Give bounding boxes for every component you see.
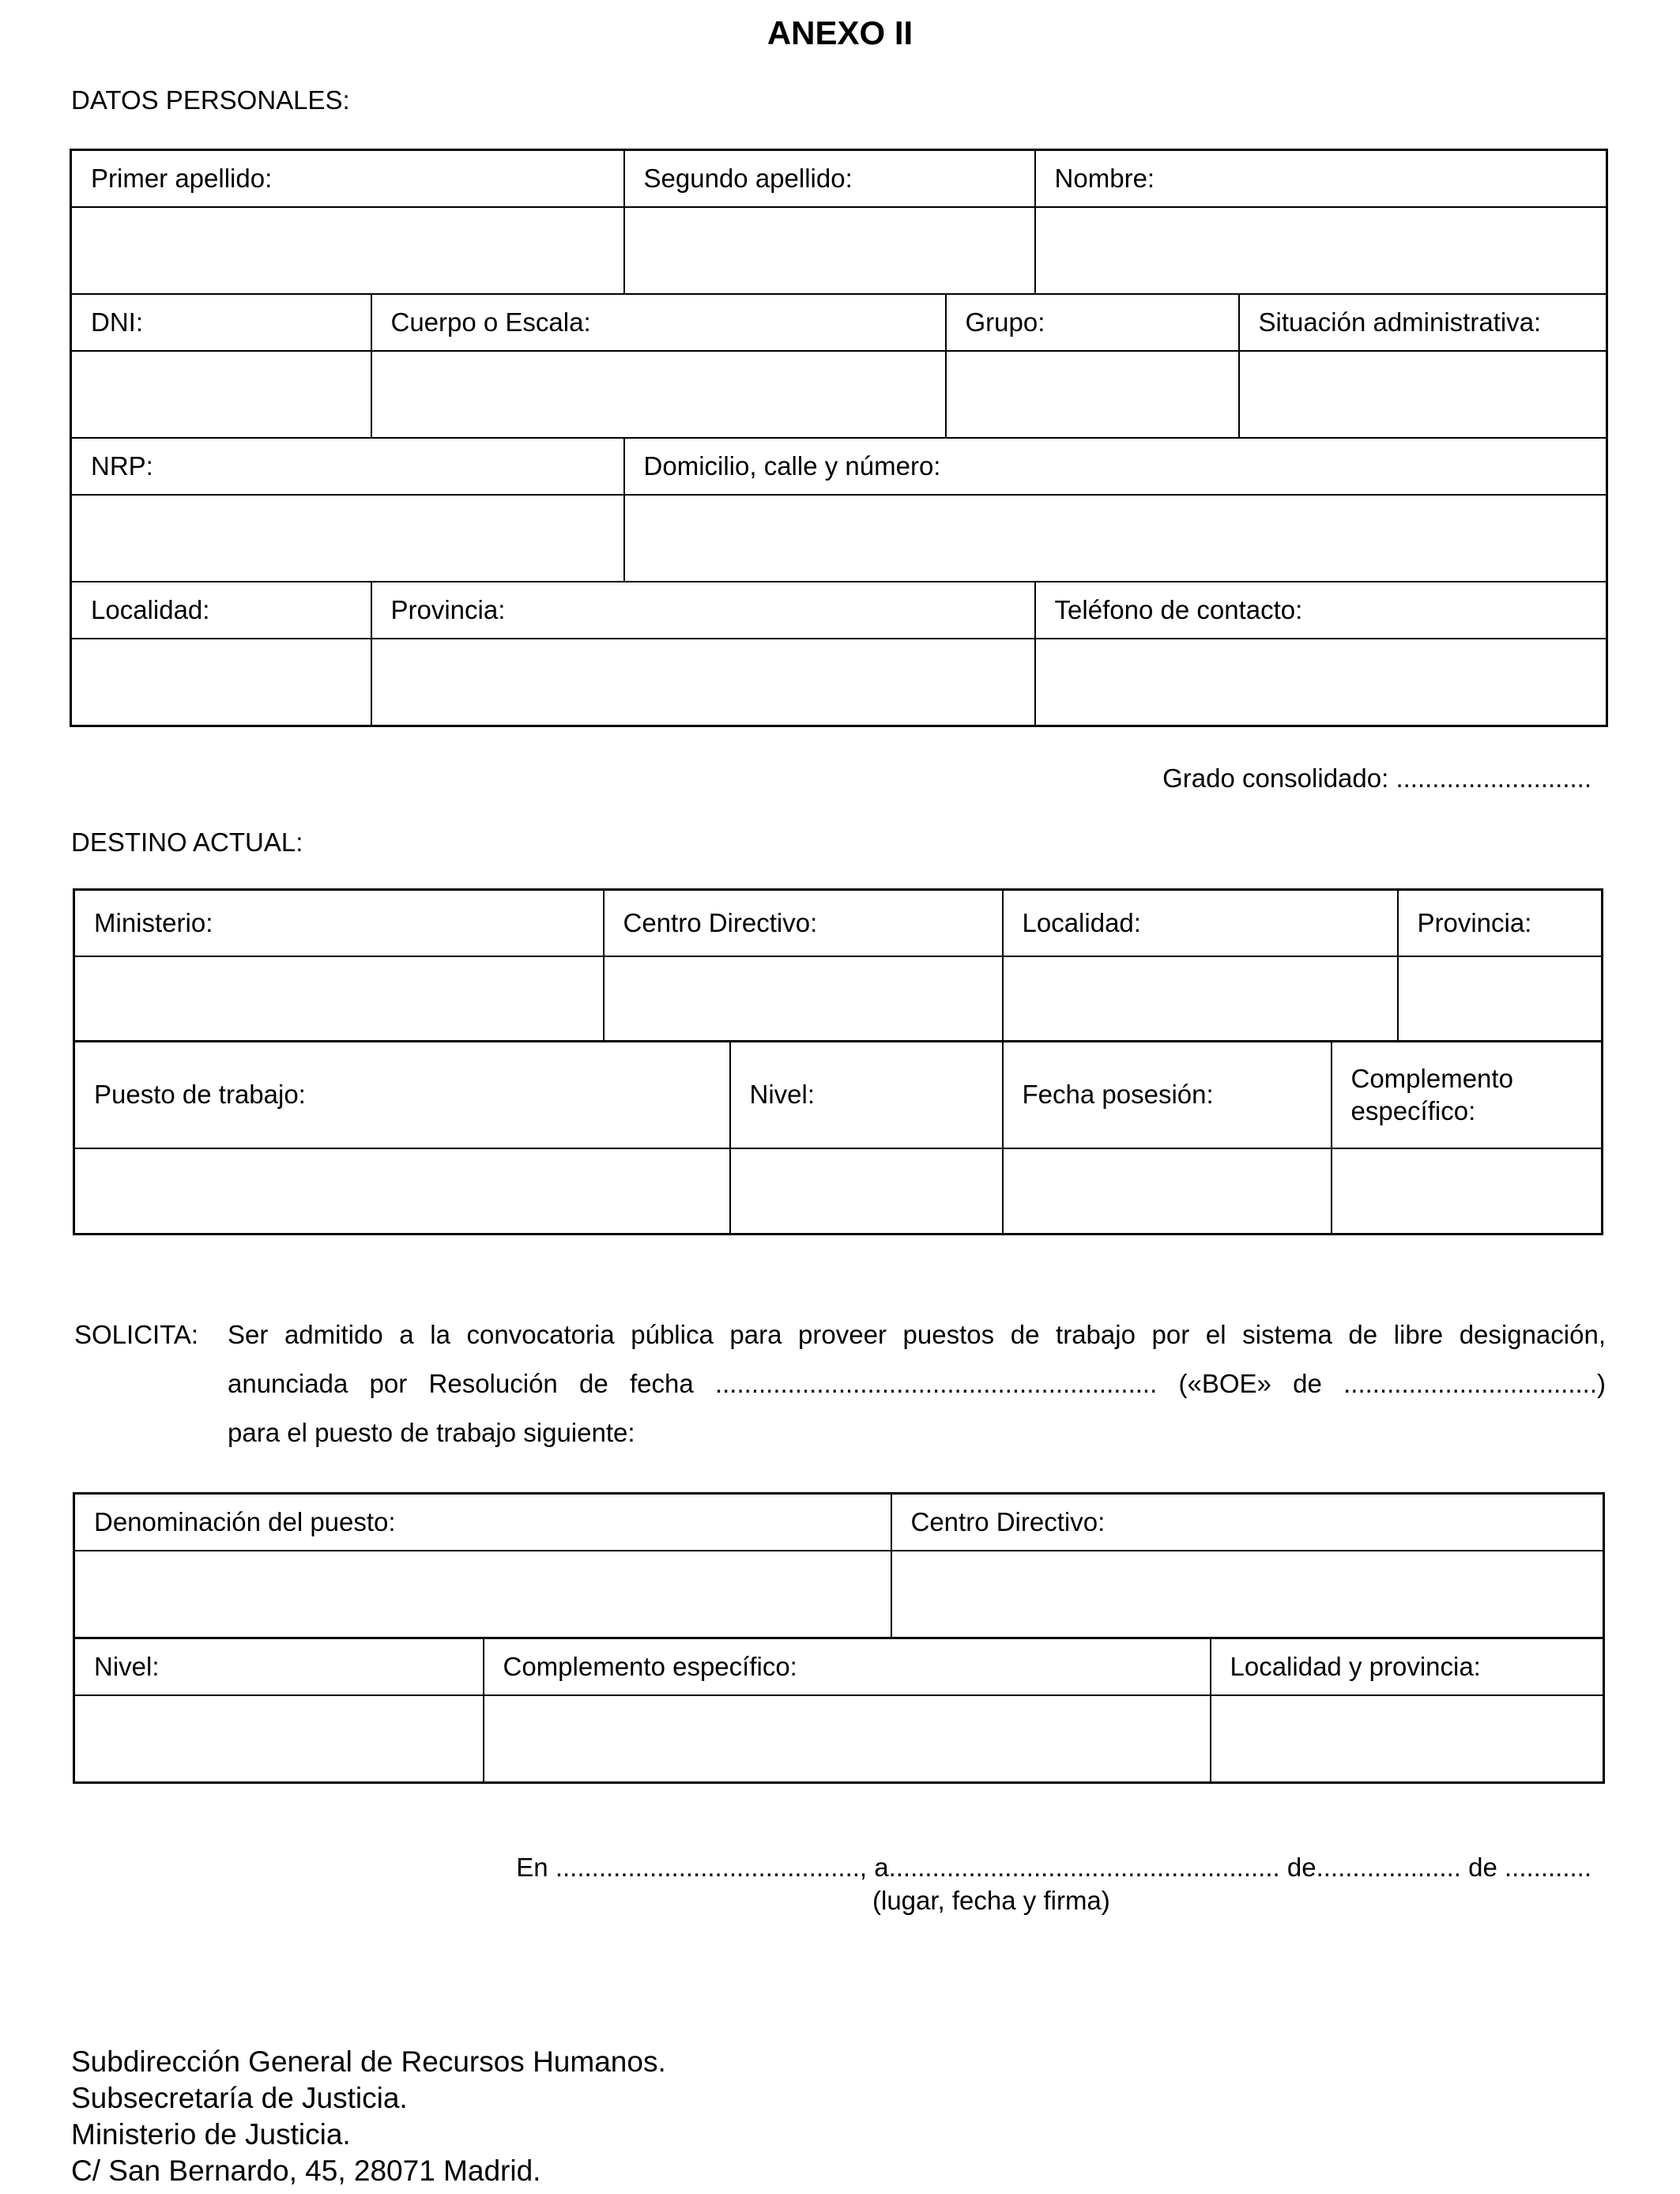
- grupo-label: Grupo:: [946, 294, 1239, 351]
- situacion-administrativa-field[interactable]: [1239, 351, 1607, 438]
- destino-nivel-label: Nivel:: [730, 1041, 1003, 1148]
- domicilio-label: Domicilio, calle y número:: [624, 438, 1607, 495]
- section-datos-personales: DATOS PERSONALES:: [71, 85, 350, 115]
- puesto-centro-directivo-field[interactable]: [891, 1551, 1604, 1638]
- primer-apellido-label: Primer apellido:: [71, 150, 624, 208]
- destino-complemento-label: Complemento específico:: [1332, 1041, 1603, 1148]
- fecha-posesion-label: Fecha posesión:: [1003, 1041, 1332, 1148]
- centro-directivo-field[interactable]: [604, 956, 1003, 1042]
- destino-localidad-field[interactable]: [1003, 956, 1398, 1042]
- dni-label: DNI:: [71, 294, 371, 351]
- dni-field[interactable]: [71, 351, 371, 438]
- ministerio-label: Ministerio:: [74, 890, 604, 956]
- footer-line-3: Ministerio de Justicia.: [71, 2118, 351, 2151]
- destino-nivel-field[interactable]: [730, 1148, 1003, 1234]
- nrp-field[interactable]: [71, 495, 624, 582]
- lugar-fecha-line: En .........................................., a...................................................... de.................... de ............: [516, 1853, 1591, 1882]
- nombre-label: Nombre:: [1035, 150, 1607, 208]
- telefono-field[interactable]: [1035, 639, 1607, 726]
- provincia-field[interactable]: [371, 639, 1035, 726]
- page-title: ANEXO II: [767, 14, 913, 51]
- situacion-administrativa-label: Situación administrativa:: [1239, 294, 1607, 351]
- nombre-field[interactable]: [1035, 207, 1607, 294]
- personal-data-table: [70, 149, 1608, 727]
- solicita-label: SOLICITA:: [74, 1320, 199, 1349]
- solicita-line-3: para el puesto de trabajo siguiente:: [228, 1418, 635, 1447]
- destino-actual-table: [73, 888, 1603, 1042]
- footer-address: [71, 2044, 666, 2189]
- puesto-centro-directivo-label: Centro Directivo:: [891, 1494, 1604, 1551]
- puesto-solicitado-table: [73, 1492, 1605, 1639]
- footer-line-4: C/ San Bernardo, 45, 28071 Madrid.: [71, 2154, 541, 2187]
- puesto-trabajo-label: Puesto de trabajo:: [74, 1041, 730, 1148]
- destino-provincia-label: Provincia:: [1398, 890, 1603, 956]
- lugar-fecha-caption: (lugar, fecha y firma): [872, 1886, 1110, 1915]
- puesto-detalle-table: [73, 1638, 1605, 1784]
- localidad-provincia-field[interactable]: [1211, 1695, 1604, 1783]
- grupo-field[interactable]: [946, 351, 1239, 438]
- solicita-line-1: Ser admitido a la convocatoria pública para proveer puestos de trabajo por el sistema de libre designación,: [228, 1320, 1606, 1349]
- destino-complemento-field[interactable]: [1332, 1148, 1603, 1234]
- grado-consolidado: Grado consolidado: ...........................: [1162, 763, 1591, 793]
- solicita-line-2: anunciada por Resolución de fecha ............................................................. («BOE» de ...................................): [228, 1369, 1606, 1398]
- destino-puesto-table: [73, 1040, 1603, 1235]
- ministerio-field[interactable]: [74, 956, 604, 1042]
- segundo-apellido-field[interactable]: [624, 207, 1035, 294]
- localidad-provincia-label: Localidad y provincia:: [1211, 1638, 1604, 1695]
- footer-line-1: Subdirección General de Recursos Humanos.: [71, 2045, 666, 2078]
- cuerpo-escala-label: Cuerpo o Escala:: [371, 294, 946, 351]
- denominacion-puesto-label: Denominación del puesto:: [74, 1494, 891, 1551]
- provincia-label: Provincia:: [371, 582, 1035, 639]
- segundo-apellido-label: Segundo apellido:: [624, 150, 1035, 208]
- centro-directivo-label: Centro Directivo:: [604, 890, 1003, 956]
- footer-line-2: Subsecretaría de Justicia.: [71, 2082, 408, 2114]
- puesto-nivel-label: Nivel:: [74, 1638, 484, 1695]
- cuerpo-escala-field[interactable]: [371, 351, 946, 438]
- domicilio-field[interactable]: [624, 495, 1607, 582]
- telefono-label: Teléfono de contacto:: [1035, 582, 1607, 639]
- puesto-trabajo-field[interactable]: [74, 1148, 730, 1234]
- primer-apellido-field[interactable]: [71, 207, 624, 294]
- localidad-label: Localidad:: [71, 582, 371, 639]
- nrp-label: NRP:: [71, 438, 624, 495]
- localidad-field[interactable]: [71, 639, 371, 726]
- section-destino-actual: DESTINO ACTUAL:: [71, 827, 303, 857]
- puesto-complemento-label: Complemento específico:: [484, 1638, 1211, 1695]
- denominacion-puesto-field[interactable]: [74, 1551, 891, 1638]
- fecha-posesion-field[interactable]: [1003, 1148, 1332, 1234]
- destino-provincia-field[interactable]: [1398, 956, 1603, 1042]
- puesto-nivel-field[interactable]: [74, 1695, 484, 1783]
- destino-localidad-label: Localidad:: [1003, 890, 1398, 956]
- puesto-complemento-field[interactable]: [484, 1695, 1211, 1783]
